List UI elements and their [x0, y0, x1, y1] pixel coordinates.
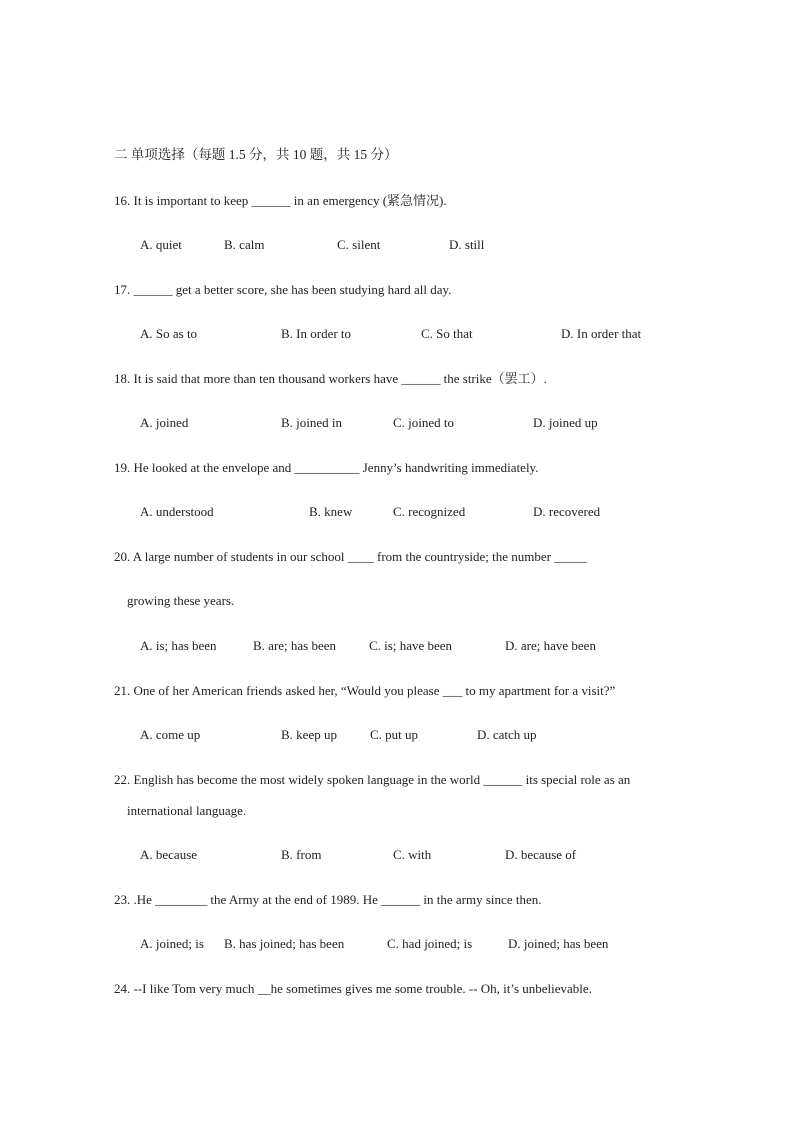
- question-20-stem: 20. A large number of students in our school ____ from the countryside; the number _____: [114, 549, 587, 564]
- question-23-option-d: D. joined; has been: [508, 936, 609, 951]
- question-23-option-b: B. has joined; has been: [224, 936, 345, 951]
- question-17-option-a: A. So as to: [140, 326, 198, 341]
- question-17-stem: 17. ______ get a better score, she has been studying hard all day.: [114, 282, 452, 297]
- question-16-option-b: B. calm: [224, 237, 265, 252]
- question-21-option-a: A. come up: [140, 727, 201, 742]
- question-20-option-d: D. are; have been: [505, 638, 596, 653]
- question-16-option-d: D. still: [449, 237, 485, 252]
- question-18-option-a: A. joined: [140, 415, 189, 430]
- question-23-stem: 23. .He ________ the Army at the end of 1989. He ______ in the army since then.: [114, 892, 542, 907]
- question-17-option-d: D. In order that: [561, 326, 642, 341]
- question-22-option-d: D. because of: [505, 847, 577, 862]
- question-21-option-b: B. keep up: [281, 727, 337, 742]
- question-22-option-b: B. from: [281, 847, 322, 862]
- question-24-stem: 24. --I like Tom very much __he sometimes gives me some trouble. -- Oh, it’s unbelievable.: [114, 981, 592, 996]
- question-21-option-d: D. catch up: [477, 727, 537, 742]
- question-16-option-c: C. silent: [337, 237, 381, 252]
- section-heading: 二 单项选择（每题 1.5 分，共 10 题，共 15 分）: [114, 147, 398, 162]
- question-18-option-b: B. joined in: [281, 415, 343, 430]
- question-18-option-c: C. joined to: [393, 415, 455, 430]
- question-19-option-d: D. recovered: [533, 504, 601, 519]
- question-19-option-b: B. knew: [309, 504, 353, 519]
- question-17-option-b: B. In order to: [281, 326, 352, 341]
- question-20-option-c: C. is; have been: [369, 638, 453, 653]
- question-18-stem: 18. It is said that more than ten thousand workers have ______ the strike（罢工）.: [114, 371, 547, 386]
- question-16-option-a: A. quiet: [140, 237, 182, 252]
- question-20-stem-continued: growing these years.: [127, 593, 235, 608]
- question-20-option-b: B. are; has been: [253, 638, 337, 653]
- question-21-stem: 21. One of her American friends asked her, “Would you please ___ to my apartment for a visit?”: [114, 683, 616, 698]
- question-20-option-a: A. is; has been: [140, 638, 217, 653]
- question-17-option-c: C. So that: [421, 326, 473, 341]
- question-18-option-d: D. joined up: [533, 415, 598, 430]
- question-22-option-c: C. with: [393, 847, 432, 862]
- question-23-option-c: C. had joined; is: [387, 936, 473, 951]
- question-16-stem: 16. It is important to keep ______ in an emergency (紧急情况).: [114, 193, 447, 208]
- question-19-stem: 19. He looked at the envelope and __________ Jenny’s handwriting immediately.: [114, 460, 539, 475]
- question-22-stem: 22. English has become the most widely spoken language in the world ______ its special role as an: [114, 772, 631, 787]
- question-22-option-a: A. because: [140, 847, 198, 862]
- question-19-option-a: A. understood: [140, 504, 214, 519]
- question-19-option-c: C. recognized: [393, 504, 466, 519]
- question-21-option-c: C. put up: [370, 727, 419, 742]
- question-23-option-a: A. joined; is: [140, 936, 204, 951]
- question-22-stem-continued: international language.: [127, 803, 247, 818]
